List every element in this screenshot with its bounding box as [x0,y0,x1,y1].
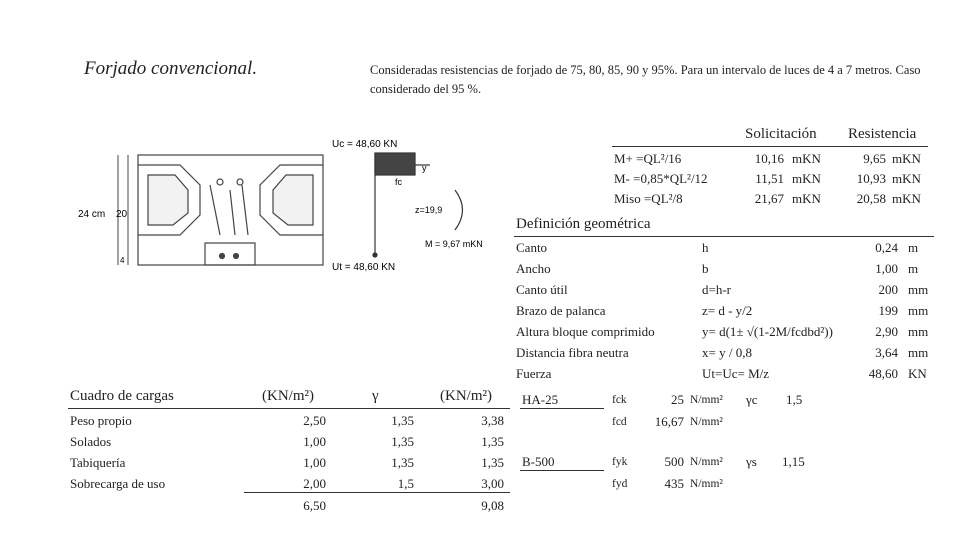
loads-row-label: Peso propio [70,413,132,428]
gamma-c-value: 1,5 [786,392,803,407]
loads-row-label: Solados [70,434,112,449]
geometry-row-label: Distancia fibra neutra [516,345,629,360]
loads-row-label: Sobrecarga de uso [70,476,166,491]
loads-row-total: 3,38 [481,413,504,428]
moment-row-res-unit: mKN [892,171,921,186]
geometry-row-formula: y= d(1± √(1-2M/fcdbd²)) [702,324,833,339]
y-label: y [422,163,427,173]
rebar-top-2 [237,179,243,185]
loads-sum-total: 9,08 [481,498,504,513]
fyk-value: 500 [664,454,684,469]
loads-row-gamma: 1,5 [397,476,414,491]
geometry-row-formula: h [702,240,709,255]
left-void [148,175,188,225]
geometry-heading: Definición geométrica [516,216,651,232]
moment-row-label: Miso =QL²/8 [614,191,683,206]
joist-web [210,185,248,235]
col-solicitacion: Solicitación [745,126,817,142]
dim-r-label: 4 [120,256,125,265]
geometry-row-label: Canto [516,240,548,255]
fc-label: fc [395,177,403,187]
gamma-s-label: γs [746,454,757,469]
loads-row-kn: 1,00 [303,434,326,449]
moment-row-sol: 10,16 [754,151,784,166]
geometry-row-unit: m [908,240,919,255]
moment-row-sol: 21,67 [754,191,784,206]
gamma-c-label: γc [746,392,758,407]
col-resistencia: Resistencia [848,126,917,142]
loads-row-kn: 2,00 [303,476,326,491]
loads-row-total: 3,00 [481,476,504,491]
geometry-row-unit: KN [908,366,927,381]
tension-point [373,253,377,257]
gamma-s-value: 1,15 [782,454,805,469]
geometry-row-unit: m [908,261,919,276]
moment-row-label: M+ =QL²/16 [614,151,682,166]
loads-row-gamma: 1,35 [391,413,414,428]
moment-row-res: 10,93 [856,171,886,186]
moment-row-sol-unit: mKN [792,151,821,166]
geometry-row-label: Ancho [516,261,551,276]
geometry-row-value: 1,00 [875,261,898,276]
uc-label: Uc = 48,60 KN [332,139,398,150]
loads-col-kn: (KN/m²) [262,388,314,404]
geometry-row-unit: mm [908,282,929,297]
geometry-row-value: 200 [878,282,898,297]
loads-heading: Cuadro de cargas [70,388,174,404]
fcd-label: fcd [612,416,627,428]
page-title: Forjado convencional. [84,58,258,79]
moment-row-res-unit: mKN [892,151,921,166]
geometry-row-label: Altura bloque comprimido [516,324,655,339]
moment-row-label: M- =0,85*QL²/12 [614,171,708,186]
fyd-unit: N/mm² [690,478,723,490]
joist-base [205,243,255,265]
fyd-label: fyd [612,478,628,490]
geometry-row-value: 199 [878,303,898,318]
geometry-row-unit: mm [908,345,929,360]
loads-row-gamma: 1,35 [391,455,414,470]
rebar-bottom-2 [234,254,239,259]
dim-d-label: 20 [116,209,128,220]
fck-value: 25 [671,392,684,407]
geometry-row-label: Fuerza [516,366,552,381]
slab-section-diagram [70,125,490,285]
moment-row-sol-unit: mKN [792,191,821,206]
fcd-unit: N/mm² [690,416,723,428]
geometry-row-formula: d=h-r [702,282,731,297]
steel-label: B-500 [522,454,555,469]
materials-table [520,392,820,492]
geometry-row-value: 48,60 [868,366,898,381]
geometry-row-value: 2,90 [875,324,898,339]
fcd-value: 16,67 [654,414,684,429]
loads-row-kn: 2,50 [303,413,326,428]
moment-row-res-unit: mKN [892,191,921,206]
rebar-top-1 [217,179,223,185]
compression-block [375,153,415,175]
moment-label: M = 9,67 mKN [425,239,483,249]
geometry-row-formula: Ut=Uc= M/z [702,366,770,381]
rebar-bottom-1 [220,254,225,259]
geometry-row-formula: z= d - y/2 [702,303,753,318]
moment-arc [455,190,463,230]
geometry-row-label: Brazo de palanca [516,303,606,318]
loads-col-gamma: γ [372,388,379,404]
geometry-row-formula: b [702,261,709,276]
right-void [273,175,313,225]
description-text: Consideradas resistencias de forjado de 75, 80, 85, 90 y 95%. Para un intervalo de luces de 4 a 7 metros. Caso considerado del 95 %. [370,63,921,96]
loads-row-total: 1,35 [481,434,504,449]
ut-label: Ut = 48,60 KN [332,262,396,273]
geometry-row-label: Canto útil [516,282,568,297]
geometry-row-unit: mm [908,303,929,318]
geometry-row-formula: x= y / 0,8 [702,345,752,360]
geometry-row-value: 3,64 [875,345,898,360]
geometry-row-value: 0,24 [875,240,898,255]
loads-table [68,388,510,518]
z-label: z=19,9 [415,205,443,215]
loads-col-kn2: (KN/m²) [440,388,492,404]
moment-table [612,126,932,210]
loads-row-kn: 1,00 [303,455,326,470]
dim-total-label: 24 cm [78,209,106,220]
fyk-label: fyk [612,456,628,468]
fck-label: fck [612,394,627,406]
fck-unit: N/mm² [690,394,723,406]
moment-row-res: 20,58 [856,191,886,206]
geometry-row-unit: mm [908,324,929,339]
moment-row-res: 9,65 [863,151,886,166]
concrete-label: HA-25 [522,392,559,407]
moment-row-sol-unit: mKN [792,171,821,186]
loads-row-total: 1,35 [481,455,504,470]
fyd-value: 435 [664,476,684,491]
slab-cross-section [138,155,323,265]
loads-row-gamma: 1,35 [391,434,414,449]
geometry-table [514,216,944,382]
moment-row-sol: 11,51 [755,171,784,186]
loads-sum-kn: 6,50 [303,498,326,513]
fyk-unit: N/mm² [690,456,723,468]
loads-row-label: Tabiquería [70,455,126,470]
